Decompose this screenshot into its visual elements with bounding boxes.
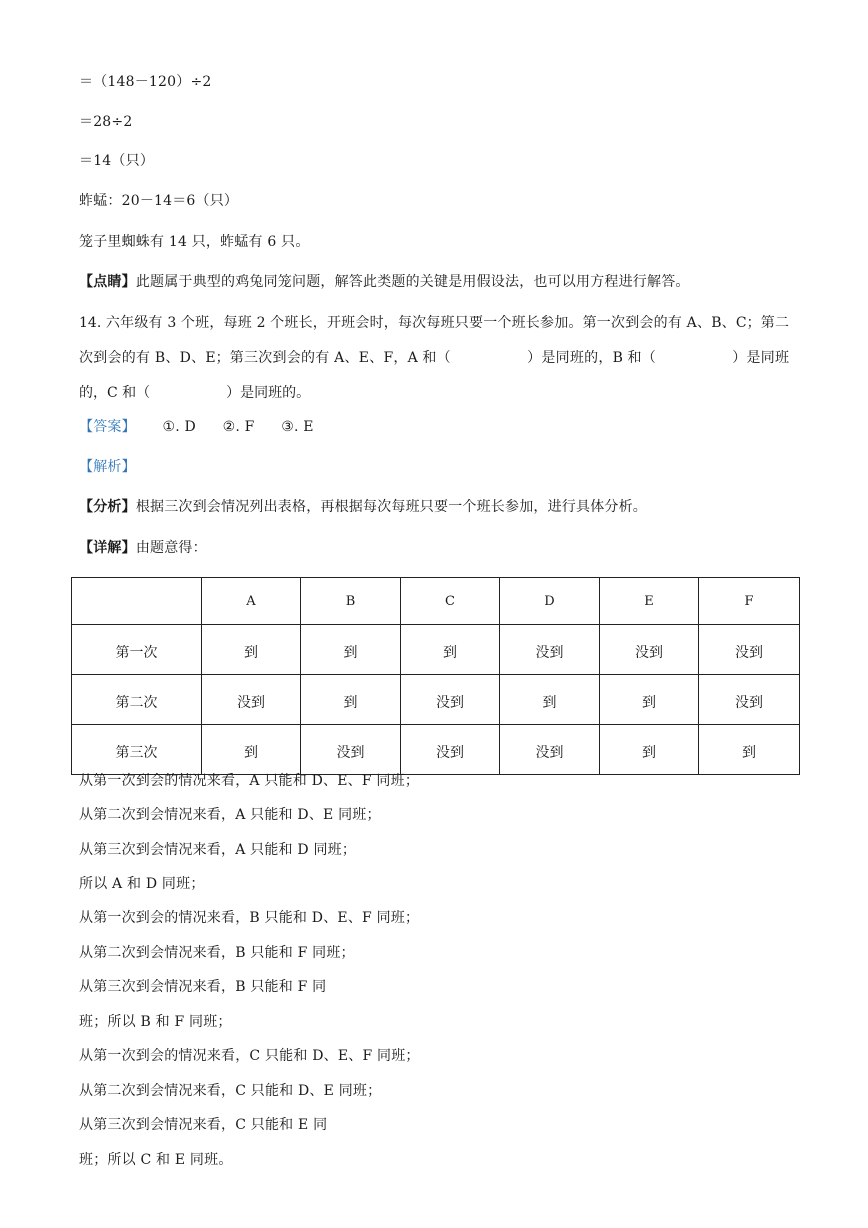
table-cell: 没到 (600, 625, 699, 675)
reasoning-line: 班；所以 C 和 E 同班。 (79, 1152, 233, 1168)
table-cell: 没到 (500, 725, 600, 775)
table-cell: 没到 (202, 675, 301, 725)
table-cell: 第二次 (72, 675, 202, 725)
calc-line-2: ＝28÷2 (79, 114, 133, 130)
reasoning-line: 从第三次到会情况来看，B 只能和 F 同 (79, 979, 327, 995)
table-cell: 第一次 (72, 625, 202, 675)
table-header-cell: B (301, 578, 401, 625)
table-cell: 第三次 (72, 725, 202, 775)
question-14 (79, 306, 789, 411)
reasoning-line: 从第三次到会情况来看，A 只能和 D 同班； (79, 842, 357, 858)
table-row (72, 625, 800, 675)
review-13 (79, 272, 690, 292)
table-row (72, 725, 800, 775)
reasoning-line: 班；所以 B 和 F 同班； (79, 1014, 232, 1030)
xiangjie-text: 由题意得： (135, 540, 207, 556)
table-header-cell: E (600, 578, 699, 625)
table-cell: 到 (301, 675, 401, 725)
answer-line (79, 417, 314, 437)
calc-line-3: ＝14（只） (79, 153, 155, 169)
question-14-part4: ）是同班的。 (226, 385, 311, 401)
table-cell: 没到 (699, 675, 800, 725)
table-cell: 到 (699, 725, 800, 775)
fenxi-tag: 【分析】 (79, 499, 136, 515)
reasoning-line: 从第二次到会情况来看，C 只能和 D、E 同班； (79, 1083, 382, 1099)
reasoning-line: 从第二次到会情况来看，B 只能和 F 同班； (79, 945, 355, 961)
table-cell: 到 (202, 625, 301, 675)
table-row (72, 675, 800, 725)
table-cell: 没到 (401, 725, 500, 775)
answer-item-1: ①. D (162, 419, 196, 435)
table-cell: 没到 (699, 625, 800, 675)
table-header-row (72, 578, 800, 625)
calc-conclusion: 笼子里蜘蛛有 14 只，蚱蜢有 6 只。 (79, 234, 310, 250)
table-cell: 没到 (500, 625, 600, 675)
calc-line-1: ＝（148－120）÷2 (79, 74, 212, 90)
answer-tag: 【答案】 (79, 419, 136, 435)
xiangjie-line (79, 538, 207, 558)
question-14-part2: ）是同班的，B 和（ (526, 350, 657, 366)
question-14-part1: 14. 六年级有 3 个班，每班 2 个班长，开班会时，每次每班只要一个班长参加。第一次到会的有 A、B、C；第二次到会的有 B、D、E；第三次到会的有 A、E、F，A 和（ (79, 315, 789, 366)
reasoning-line: 从第三次到会情况来看，C 只能和 E 同 (79, 1117, 328, 1133)
table-cell: 没到 (401, 675, 500, 725)
analysis-heading: 【解析】 (79, 459, 136, 475)
table-header-cell: A (202, 578, 301, 625)
table-cell: 到 (301, 625, 401, 675)
table-header-cell (72, 578, 202, 625)
xiangjie-tag: 【详解】 (79, 540, 136, 556)
reasoning-line: 从第一次到会的情况来看，A 只能和 D、E、F 同班； (79, 773, 420, 789)
table-header-cell: C (401, 578, 500, 625)
table-cell: 到 (202, 725, 301, 775)
table-header-cell: D (500, 578, 600, 625)
answer-item-3: ③. E (281, 419, 314, 435)
table-cell: 到 (600, 725, 699, 775)
table-cell: 到 (500, 675, 600, 725)
calc-line-4: 蚱蜢：20－14＝6（只） (79, 193, 239, 209)
reasoning-line: 从第一次到会的情况来看，B 只能和 D、E、F 同班； (79, 910, 420, 926)
fenxi-text: 根据三次到会情况列出表格，再根据每次每班只要一个班长参加，进行具体分析。 (135, 499, 648, 515)
table-cell: 没到 (301, 725, 401, 775)
table-cell: 到 (401, 625, 500, 675)
attendance-table (71, 577, 800, 775)
review-tag: 【点睛】 (79, 274, 136, 290)
reasoning-line: 所以 A 和 D 同班； (79, 876, 205, 892)
fenxi-line (79, 497, 647, 517)
table-header-cell: F (699, 578, 800, 625)
reasoning-line: 从第二次到会情况来看，A 只能和 D、E 同班； (79, 807, 381, 823)
table-cell: 到 (600, 675, 699, 725)
question-14-part3: ）是同班的，C 和（ (79, 350, 789, 401)
reasoning-line: 从第一次到会的情况来看，C 只能和 D、E、F 同班； (79, 1048, 420, 1064)
answer-item-2: ②. F (222, 419, 255, 435)
review-text: 此题属于典型的鸡兔同笼问题，解答此类题的关键是用假设法，也可以用方程进行解答。 (135, 274, 690, 290)
